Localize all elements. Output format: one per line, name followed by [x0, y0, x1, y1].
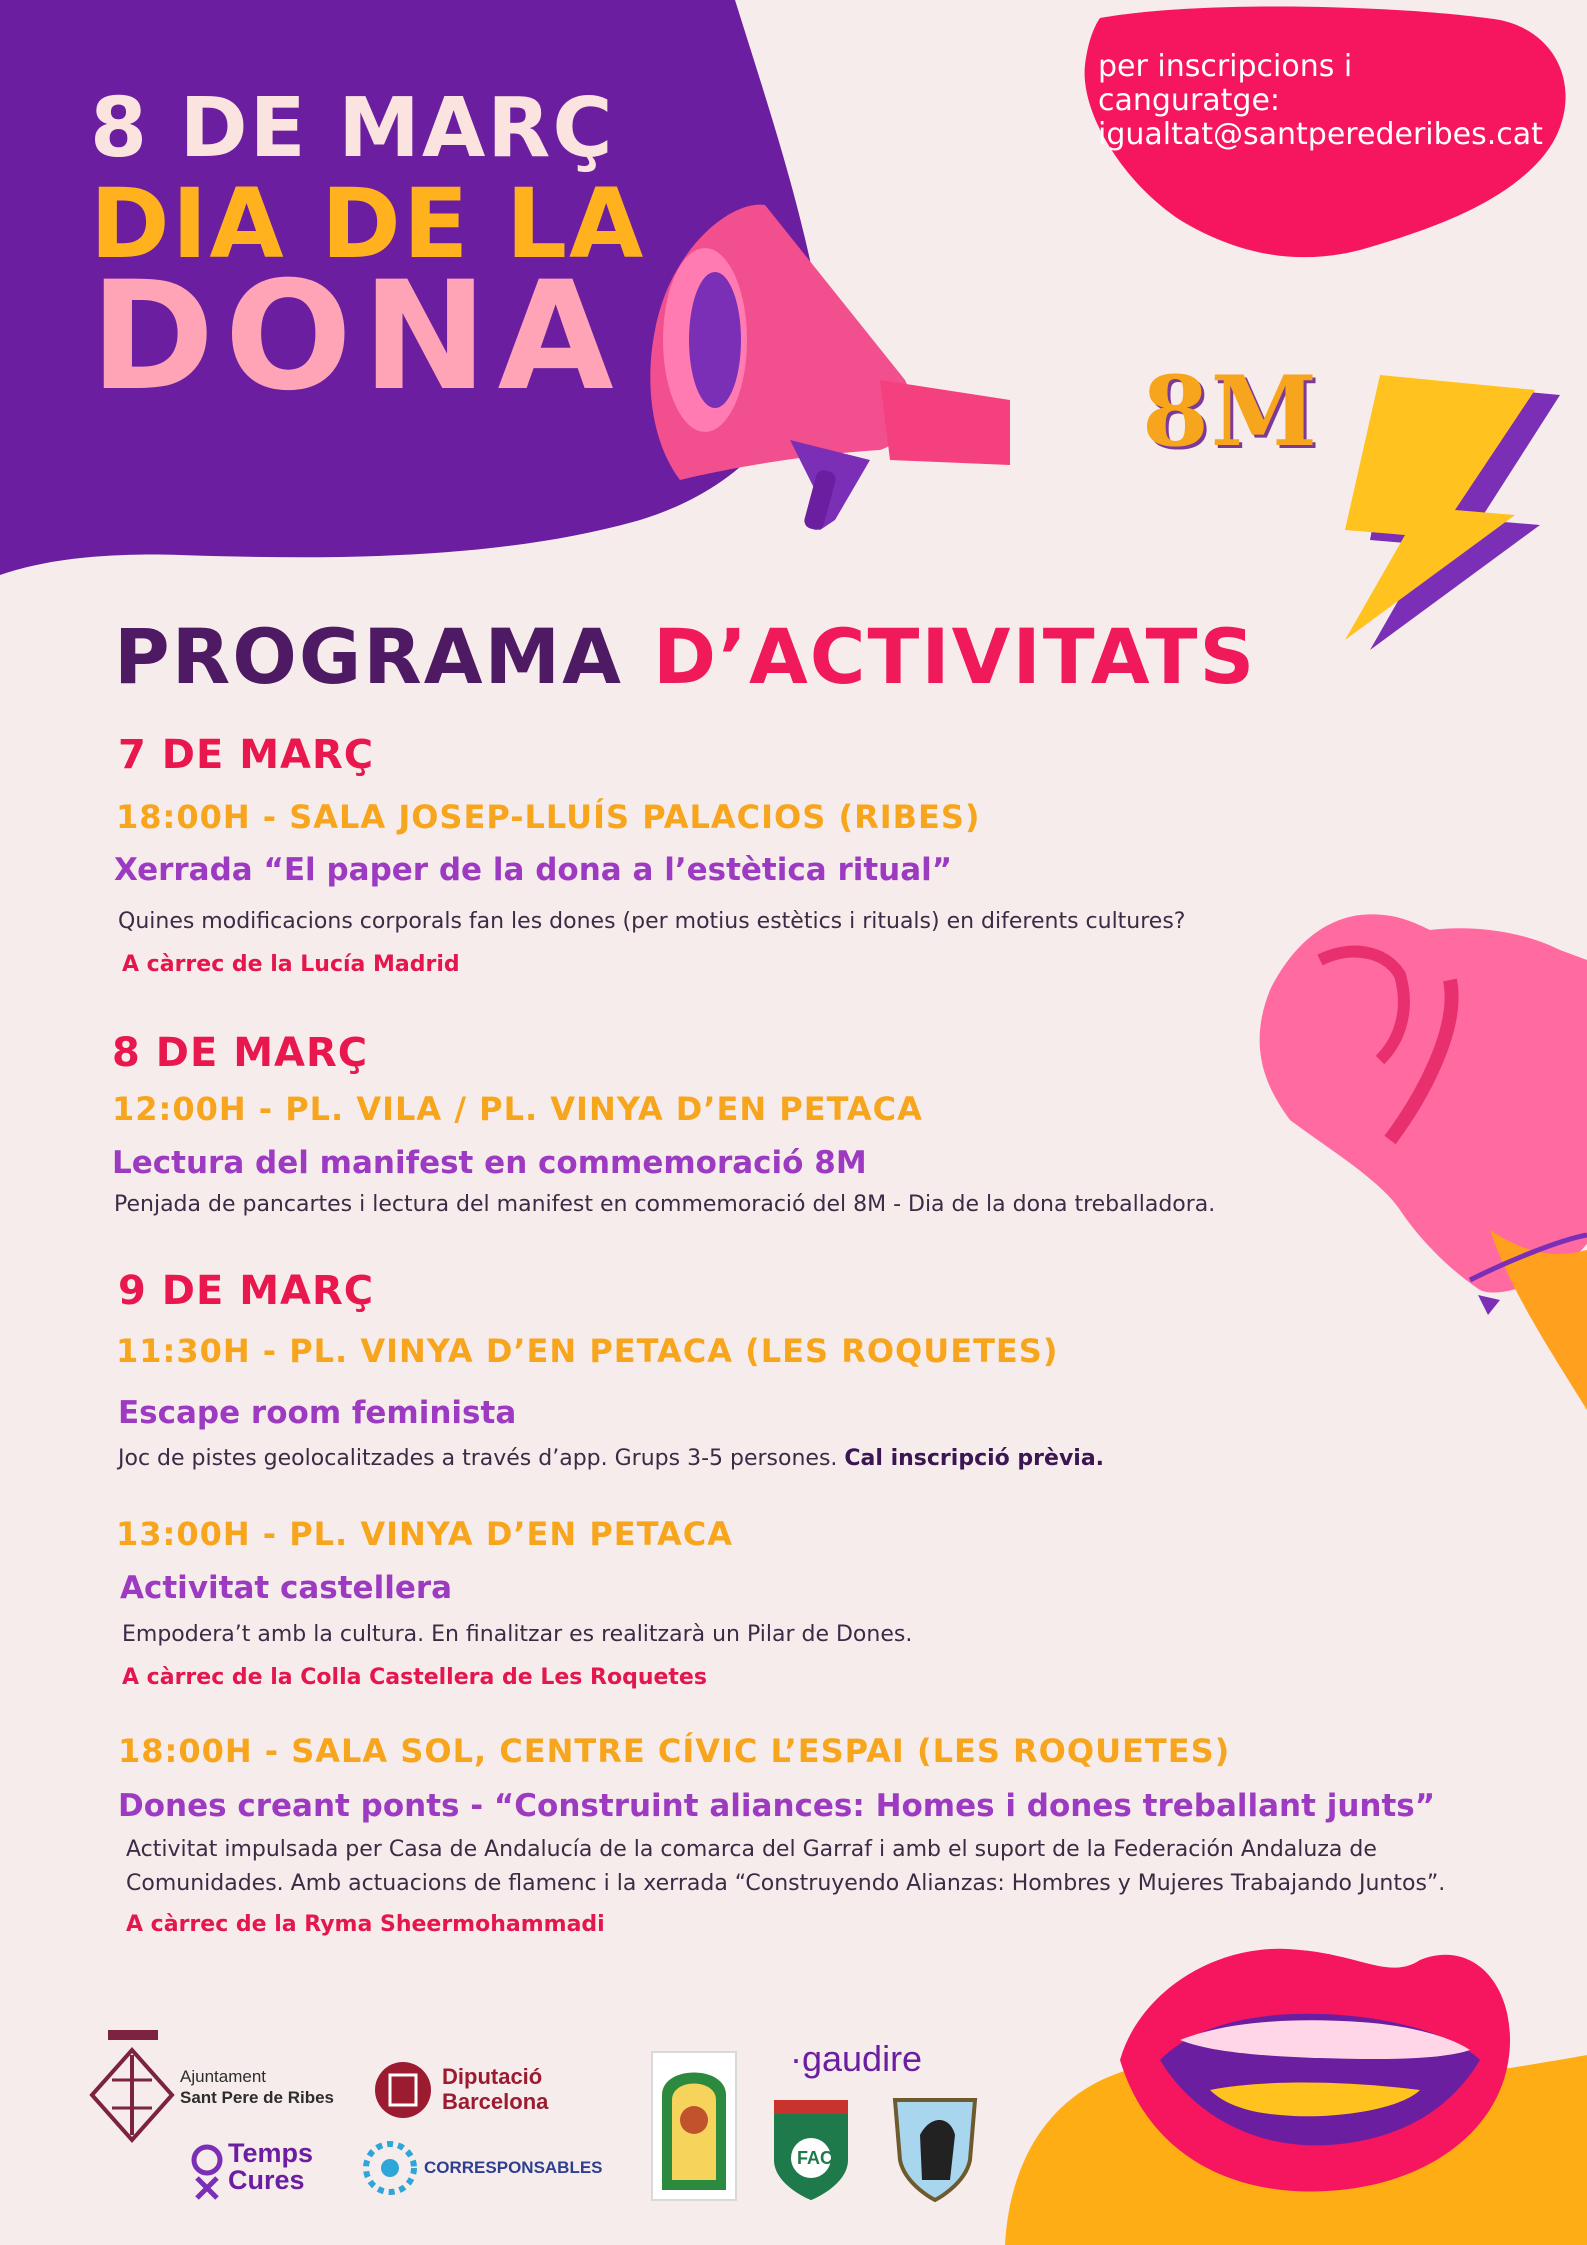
event-host: A càrrec de la Ryma Sheermohammadi	[126, 1912, 605, 1937]
event-title: Activitat castellera	[120, 1570, 453, 1606]
day-heading-8-marc: 8 DE MARÇ	[112, 1030, 369, 1076]
diputacio-label-line1: Diputació	[442, 2064, 543, 2089]
event-description-line1: Activitat impulsada per Casa de Andalucía de la comarca del Garraf i amb el suport de la Federación Andaluza de	[126, 1837, 1377, 1862]
contact-label: per inscripcions i canguratge:	[1098, 49, 1353, 118]
title-date: 8 DE MARÇ	[90, 81, 615, 176]
title-dona: DONA	[90, 250, 624, 424]
ajuntament-logo	[180, 2066, 334, 2108]
badge-8m: 8M	[1142, 355, 1320, 468]
event-time: 11:30H - PL. VINYA D’EN PETACA (LES ROQUETES)	[116, 1332, 1059, 1370]
event-description: Empodera’t amb la cultura. En finalitzar es realitzarà un Pilar de Dones.	[122, 1622, 913, 1647]
lightning-icon	[1345, 375, 1560, 650]
event-description: Penjada de pancartes i lectura del manifest en commemoració del 8M - Dia de la dona treballadora.	[114, 1192, 1216, 1217]
event-description-note: Cal inscripció prèvia.	[844, 1446, 1105, 1471]
event-time: 12:00H - PL. VILA / PL. VINYA D’EN PETACA	[112, 1090, 923, 1128]
fist-illustration	[1260, 914, 1587, 1410]
event-description	[126, 1833, 1445, 1901]
event-time: 18:00H - SALA SOL, CENTRE CÍVIC L’ESPAI (LES ROQUETES)	[118, 1732, 1231, 1770]
event-title: Lectura del manifest en commemoració 8M	[112, 1145, 867, 1181]
event-title: Xerrada “El paper de la dona a l’estètica ritual”	[114, 852, 953, 888]
andalucia-seal	[652, 2052, 736, 2200]
day-heading-9-marc: 9 DE MARÇ	[118, 1268, 375, 1314]
ajuntament-logo-mark	[92, 2030, 172, 2140]
event-time: 18:00H - SALA JOSEP-LLUÍS PALACIOS (RIBES)	[116, 798, 981, 836]
temps-cures-logo-mark	[194, 2147, 220, 2198]
event-title: Escape room feminista	[118, 1395, 517, 1431]
contact-email[interactable]: igualtat@santperederibes.cat	[1098, 117, 1543, 152]
program-heading-word2: D’ACTIVITATS	[653, 612, 1257, 701]
title-dia-de-la: DIA DE LA	[90, 168, 646, 280]
contact-info	[1098, 49, 1543, 152]
event-time: 13:00H - PL. VINYA D’EN PETACA	[116, 1515, 733, 1553]
program-heading-word1: PROGRAMA	[114, 612, 623, 701]
program-heading	[114, 612, 1256, 701]
temps-cures-line1: Temps	[228, 2138, 314, 2168]
event-host: A càrrec de la Colla Castellera de Les Roquetes	[122, 1665, 707, 1690]
roquetes-shield	[895, 2100, 975, 2200]
event-description-line2: Comunidades. Amb actuacions de flamenc i la xerrada “Construyendo Alianzas: Hombres y Mujeres Trabajando Juntos”.	[126, 1871, 1446, 1896]
temps-cures-line2: Cures	[228, 2165, 305, 2195]
gaudire-logo: ·gaudire	[790, 2038, 923, 2079]
diputacio-logo	[442, 2064, 548, 2114]
fac-logo: FAC	[797, 2148, 833, 2168]
temps-cures-logo	[228, 2140, 313, 2194]
diputacio-label-line2: Barcelona	[442, 2089, 549, 2114]
ajuntament-label-line2: Sant Pere de Ribes	[180, 2088, 335, 2107]
corresponsables-logo-mark	[366, 2144, 414, 2192]
event-description	[118, 1442, 1104, 1476]
event-host: A càrrec de la Lucía Madrid	[122, 952, 460, 977]
event-description: Quines modificacions corporals fan les dones (per motius estètics i rituals) en diferents cultures?	[118, 909, 1186, 934]
ajuntament-label-line1: Ajuntament	[180, 2067, 266, 2086]
day-heading-7-marc: 7 DE MARÇ	[118, 732, 375, 778]
corresponsables-logo: CORRESPONSABLES	[424, 2158, 603, 2177]
event-description-text: Joc de pistes geolocalitzades a través d’app. Grups 3-5 persones.	[118, 1446, 838, 1471]
diputacio-logo-mark	[375, 2062, 431, 2118]
event-title: Dones creant ponts - “Construint aliances: Homes i dones treballant junts”	[118, 1788, 1436, 1824]
